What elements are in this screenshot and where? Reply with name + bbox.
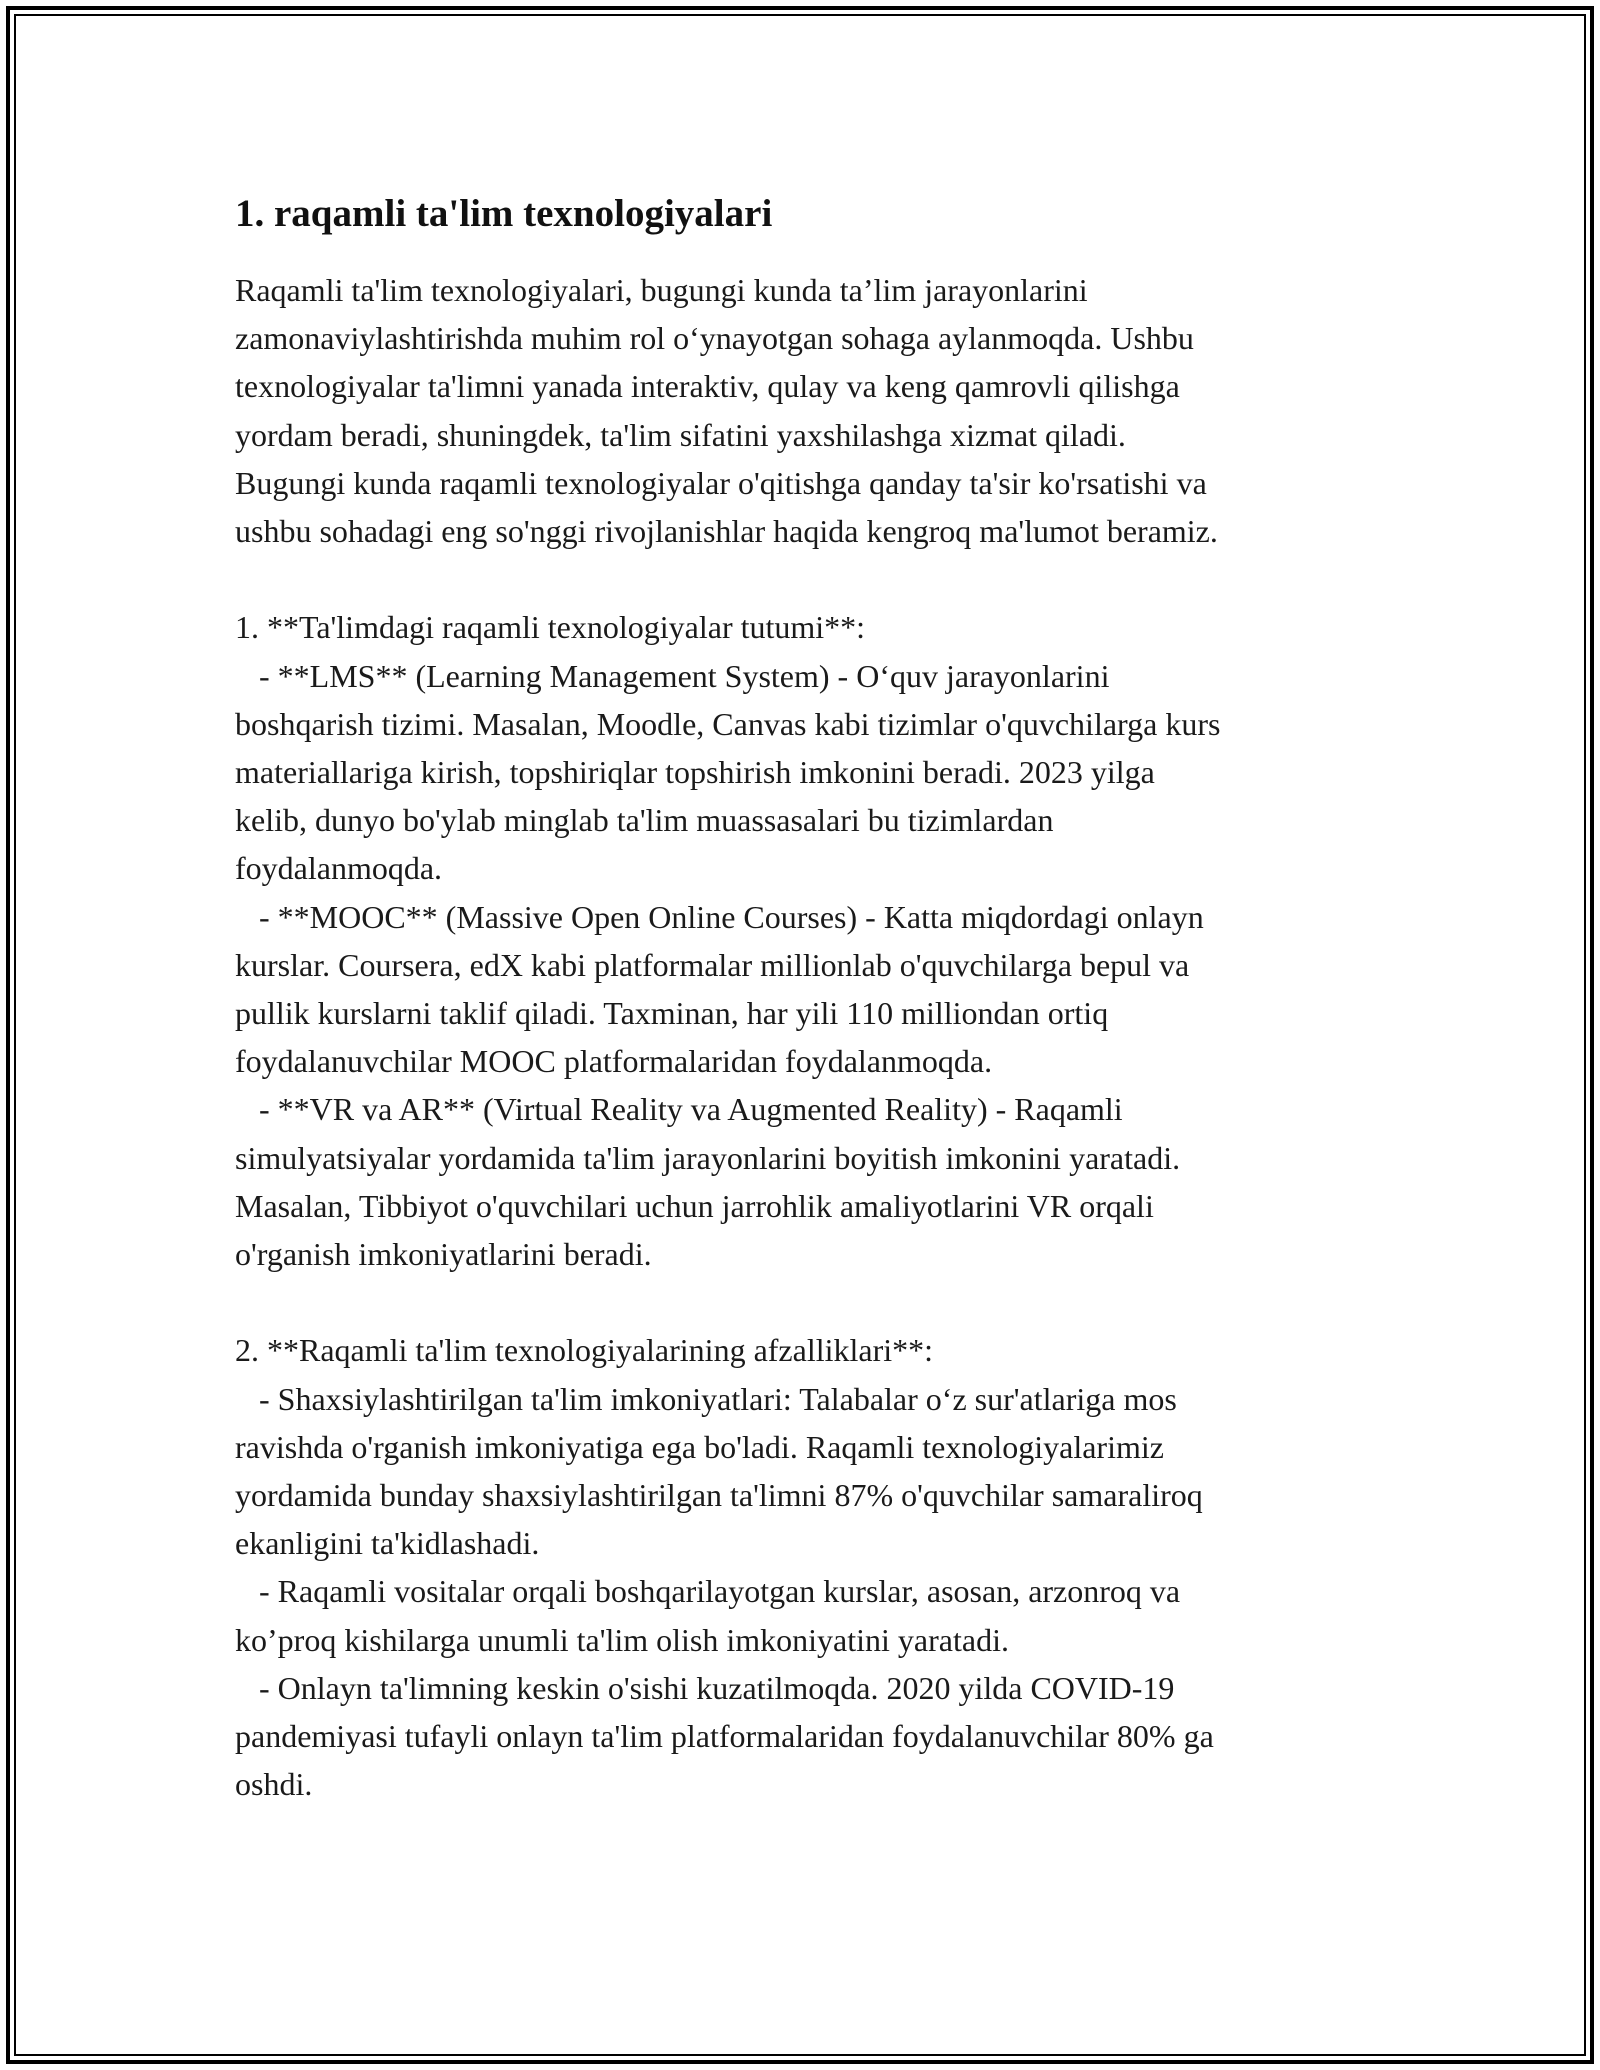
text-line: ekanligini ta'kidlashadi.	[235, 1525, 540, 1562]
text-line: 1. **Ta'limdagi raqamli texnologiyalar tutumi**:	[235, 609, 866, 646]
text-line: pandemiyasi tufayli onlayn ta'lim platformalaridan foydalanuvchilar 80% ga	[235, 1718, 1214, 1755]
text-line: o'rganish imkoniyatlarini beradi.	[235, 1236, 652, 1273]
text-line: pullik kurslarni taklif qiladi. Taxminan, har yili 110 milliondan ortiq	[235, 995, 1109, 1032]
text-line: - Shaxsiylashtirilgan ta'lim imkoniyatlari: Talabalar o‘z sur'atlariga mos	[235, 1380, 1177, 1417]
blank-line	[235, 555, 1375, 603]
text-line: ko’proq kishilarga unumli ta'lim olish imkoniyatini yaratadi.	[235, 1621, 1009, 1658]
text-line: yordam beradi, shuningdek, ta'lim sifatini yaxshilashga xizmat qiladi.	[235, 416, 1126, 453]
text-line: Bugungi kunda raqamli texnologiyalar o'qitishga qanday ta'sir ko'rsatishi va	[235, 464, 1207, 501]
text-line: - Raqamli vositalar orqali boshqarilayotgan kurslar, asosan, arzonroq va	[235, 1573, 1181, 1610]
text-line: foydalanmoqda.	[235, 850, 443, 887]
text-line: kurslar. Coursera, edX kabi platformalar millionlab o'quvchilarga bepul va	[235, 946, 1190, 983]
text-line: - Onlayn ta'limning keskin o'sishi kuzatilmoqda. 2020 yilda COVID-19	[235, 1669, 1175, 1706]
text-line: simulyatsiyalar yordamida ta'lim jarayonlarini boyitish imkonini yaratadi.	[235, 1139, 1181, 1176]
text-line: zamonaviylashtirishda muhim rol o‘ynayotgan sohaga aylanmoqda. Ushbu	[235, 320, 1194, 357]
blank-line	[235, 1278, 1375, 1326]
text-line: oshdi.	[235, 1766, 313, 1803]
text-line: Raqamli ta'lim texnologiyalari, bugungi kunda ta’lim jarayonlarini	[235, 272, 1088, 308]
page-title: 1. raqamli ta'lim texnologiyalari	[235, 192, 773, 235]
text-line: ushbu sohadagi eng so'nggi rivojlanishlar haqida kengroq ma'lumot beramiz.	[235, 513, 1218, 550]
text-line: boshqarish tizimi. Masalan, Moodle, Canvas kabi tizimlar o'quvchilarga kurs	[235, 705, 1221, 742]
document-content	[235, 188, 1375, 1808]
text-line: 2. **Raqamli ta'lim texnologiyalarining afzalliklari**:	[235, 1332, 934, 1369]
text-line: materiallariga kirish, topshiriqlar topshirish imkonini beradi. 2023 yilga	[235, 754, 1155, 791]
text-line: yordamida bunday shaxsiylashtirilgan ta'limni 87% o'quvchilar samaraliroq	[235, 1477, 1203, 1514]
text-line: Masalan, Tibbiyot o'quvchilari uchun jarrohlik amaliyotlarini VR orqali	[235, 1187, 1154, 1224]
text-line: - **MOOC** (Massive Open Online Courses) - Katta miqdordagi onlayn	[235, 898, 1204, 935]
text-line: foydalanuvchilar MOOC platformalaridan foydalanmoqda.	[235, 1043, 993, 1080]
text-line: ravishda o'rganish imkoniyatiga ega bo'ladi. Raqamli texnologiyalarimiz	[235, 1428, 1164, 1465]
text-line: texnologiyalar ta'limni yanada interaktiv, qulay va keng qamrovli qilishga	[235, 368, 1180, 405]
text-line: - **VR va AR** (Virtual Reality va Augmented Reality) - Raqamli	[235, 1091, 1123, 1128]
text-line: - **LMS** (Learning Management System) - O‘quv jarayonlarini	[235, 657, 1110, 694]
text-line: kelib, dunyo bo'ylab minglab ta'lim muassasalari bu tizimlardan	[235, 802, 1054, 839]
document-body	[235, 266, 1375, 1808]
